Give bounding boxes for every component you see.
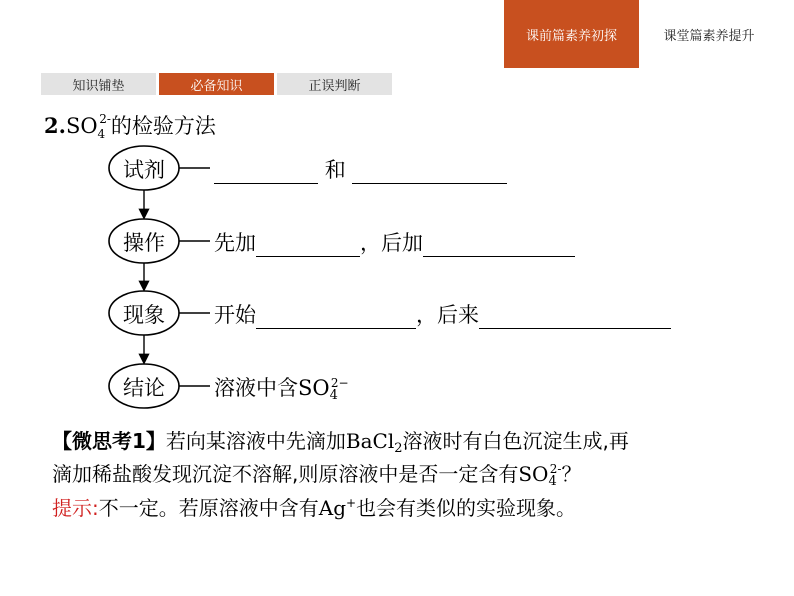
node-label-operation: 操作 (123, 231, 165, 255)
nav-tab-label: 知识铺垫 (72, 78, 125, 94)
heading-text: 的检验方法 (110, 114, 216, 138)
reagent-and: 和 (324, 158, 346, 182)
tab-preview-exploration-label: 课前篇素养初探 (525, 28, 617, 44)
hint-silver-charge: + (346, 496, 357, 510)
question-formula: SO (518, 462, 549, 486)
phenomenon-row (214, 299, 671, 329)
question-text-1b: 溶液时有白色沉淀生成,再 (402, 429, 629, 453)
conclusion-formula: SO (298, 376, 330, 400)
conclusion-formula-sup: 2− (330, 376, 349, 390)
hint-line (52, 492, 576, 521)
blank-phenomenon-2[interactable] (479, 307, 671, 329)
blank-reagent-2[interactable] (352, 162, 507, 184)
operation-then-add: ，后加 (360, 231, 423, 255)
question-line-1 (52, 425, 629, 456)
conclusion-row (214, 372, 349, 403)
operation-row (214, 227, 575, 257)
blank-operation-2[interactable] (423, 235, 575, 257)
question-text-2a: 滴加稀盐酸发现沉淀不溶解,则原溶液中是否一定含有 (52, 462, 519, 486)
operation-first-add: 先加 (214, 231, 256, 255)
heading-number: 2. (44, 113, 66, 138)
question-mark: ？ (561, 462, 582, 486)
hint-text-b: 也会有类似的实验现象。 (356, 496, 577, 520)
nav-tab-label: 必备知识 (190, 78, 243, 94)
blank-reagent-1[interactable] (214, 162, 318, 184)
conclusion-text: 溶液中含 (214, 376, 298, 400)
phenomenon-later: ，后来 (416, 303, 479, 327)
formula-subscript: 4 (97, 127, 106, 141)
tab-classroom-improvement-label: 课堂篇素养提升 (663, 28, 755, 44)
question-title: 【微思考1】 (52, 429, 166, 453)
question-text-1a: 若向某溶液中先滴加 (165, 429, 346, 453)
question-line-2 (52, 458, 581, 489)
blank-phenomenon-1[interactable] (256, 307, 416, 329)
phenomenon-start: 开始 (214, 303, 256, 327)
question-formula-sub: 4 (548, 474, 557, 489)
question-formula-sup: 2- (549, 462, 562, 476)
question-bacl: BaCl (345, 429, 395, 453)
conclusion-formula-sub: 4 (329, 388, 338, 403)
hint-silver: Ag (318, 496, 346, 520)
hint-text-a: 不一定。若原溶液中含有 (98, 496, 319, 520)
node-label-reagent: 试剂 (123, 158, 165, 182)
formula-main: SO (65, 114, 98, 138)
formula-superscript: 2- (99, 112, 111, 126)
node-label-conclusion: 结论 (123, 376, 165, 400)
question-bacl-sub: 2 (394, 441, 403, 456)
hint-label: 提示: (52, 496, 99, 520)
node-label-phenomenon: 现象 (123, 303, 165, 327)
nav-tab-label: 正误判断 (308, 78, 361, 94)
blank-operation-1[interactable] (256, 235, 360, 257)
reagent-row (214, 154, 507, 184)
